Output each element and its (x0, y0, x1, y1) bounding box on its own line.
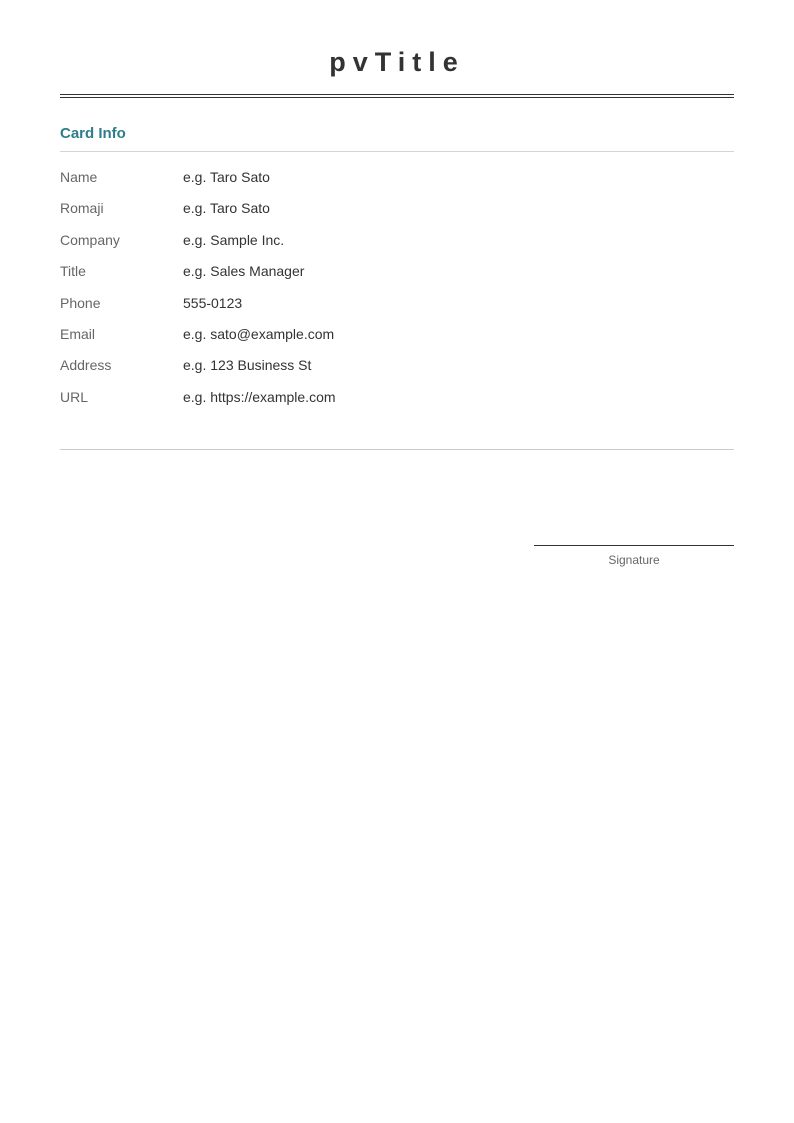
field-row-address (60, 354, 734, 385)
field-row-email (60, 323, 734, 354)
signature-line (534, 545, 734, 546)
section-heading-card-info: Card Info (60, 125, 126, 142)
field-value: 555-0123 (183, 294, 243, 311)
field-value: e.g. Taro Sato (183, 169, 270, 185)
page-title: pvTitle (329, 47, 465, 77)
field-value: e.g. Sample Inc. (183, 231, 285, 248)
field-row-romaji (60, 197, 734, 228)
section-divider (60, 151, 734, 152)
field-label: URL (60, 388, 89, 405)
field-value: e.g. Sales Manager (183, 263, 305, 280)
field-value: e.g. https://example.com (183, 388, 336, 405)
field-label: Name (60, 169, 98, 185)
field-label: Email (60, 325, 96, 342)
field-value: e.g. Taro Sato (183, 200, 270, 217)
card-info-fields (60, 166, 734, 417)
field-value: e.g. 123 Business St (183, 357, 312, 374)
field-label: Address (60, 357, 112, 374)
field-label: Romaji (60, 200, 104, 217)
field-row-phone (60, 292, 734, 323)
field-row-url (60, 386, 734, 417)
field-label: Phone (60, 294, 101, 311)
field-row-title (60, 260, 734, 291)
field-row-name (60, 166, 734, 197)
field-row-company (60, 229, 734, 260)
signature-label: Signature (608, 553, 660, 567)
field-value: e.g. sato@example.com (183, 325, 335, 342)
title-double-rule (60, 94, 734, 98)
field-label: Company (60, 231, 120, 248)
field-label: Title (60, 263, 86, 280)
footer-divider (60, 449, 734, 450)
